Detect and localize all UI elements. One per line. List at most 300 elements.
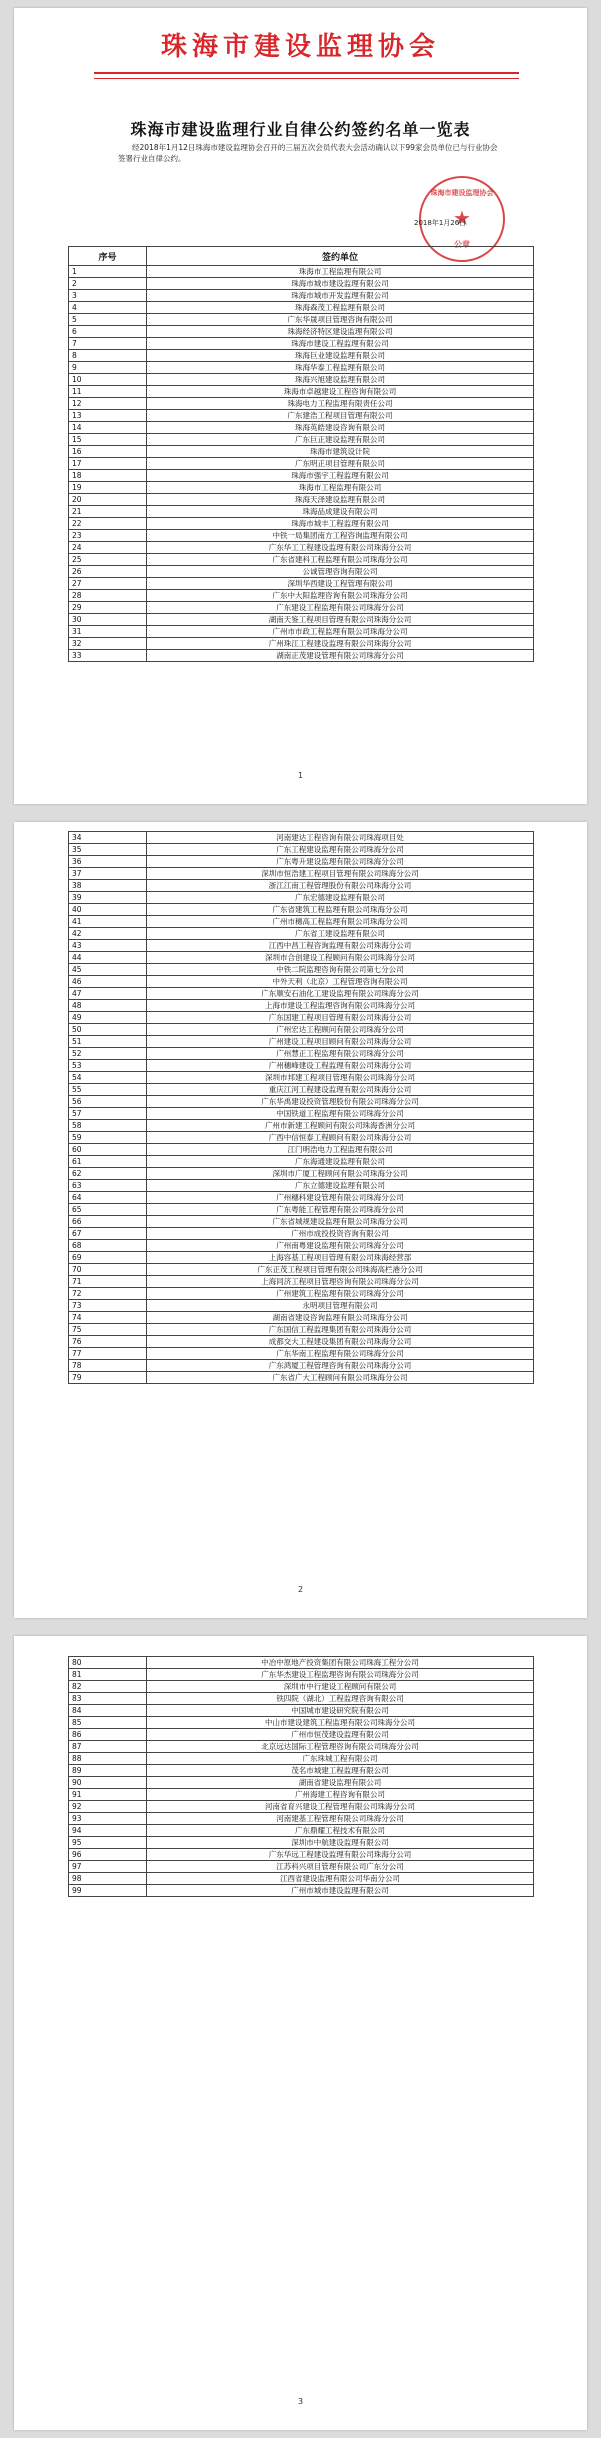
row-unit-name: 广东巨正建设监理有限公司 [147,434,534,446]
page-number: 1 [297,771,304,780]
table-row [69,506,534,518]
row-seq: 91 [69,1789,147,1801]
signatory-table [68,831,534,1384]
row-unit-name: 珠海市城丰工程监理有限公司 [147,518,534,530]
row-unit-name: 广州建设工程项目顾问有限公司珠海分公司 [147,1036,534,1048]
row-unit-name: 广州南粤建设监理有限公司珠海分公司 [147,1240,534,1252]
row-seq: 37 [69,868,147,880]
table-row [69,1348,534,1360]
row-seq: 94 [69,1825,147,1837]
row-unit-name: 珠海市城市建设监理有限公司 [147,278,534,290]
row-seq: 77 [69,1348,147,1360]
row-seq: 54 [69,1072,147,1084]
row-unit-name: 广东立德建设监理有限公司 [147,1180,534,1192]
row-seq: 14 [69,422,147,434]
table-row [69,638,534,650]
table-row [69,542,534,554]
row-unit-name: 广东华晟项目管理咨询有限公司 [147,314,534,326]
table-row [69,1669,534,1681]
table-row [69,1681,534,1693]
table-row [69,1264,534,1276]
table-row [69,1192,534,1204]
row-unit-name: 珠海英皓建设咨询有限公司 [147,422,534,434]
row-seq: 60 [69,1144,147,1156]
table-row [69,1120,534,1132]
table-row [69,856,534,868]
table-row [69,1144,534,1156]
table-row [69,302,534,314]
table-row [69,1705,534,1717]
row-unit-name: 珠海市城市开发监理有限公司 [147,290,534,302]
row-seq: 68 [69,1240,147,1252]
table-row [69,266,534,278]
row-seq: 73 [69,1300,147,1312]
row-unit-name: 湖南省建设监理有限公司 [147,1777,534,1789]
row-seq: 49 [69,1012,147,1024]
row-seq: 24 [69,542,147,554]
row-seq: 13 [69,410,147,422]
table-row [69,650,534,662]
row-seq: 11 [69,386,147,398]
table-row [69,398,534,410]
row-seq: 55 [69,1084,147,1096]
table-row [69,916,534,928]
table-row [69,1096,534,1108]
table-row [69,602,534,614]
table-row [69,1372,534,1384]
row-seq: 8 [69,350,147,362]
row-unit-name: 广东珠城工程有限公司 [147,1753,534,1765]
row-unit-name: 广州珠江工程建设监理有限公司珠海分公司 [147,638,534,650]
row-unit-name: 广东粤升建设监理有限公司珠海分公司 [147,856,534,868]
table-row [69,1777,534,1789]
row-unit-name: 成都交大工程建设集团有限公司珠海分公司 [147,1336,534,1348]
row-seq: 50 [69,1024,147,1036]
row-seq: 96 [69,1849,147,1861]
row-unit-name: 广东省建科工程监理有限公司珠海分公司 [147,554,534,566]
table-row [69,1861,534,1873]
table-row [69,578,534,590]
row-seq: 48 [69,1000,147,1012]
row-unit-name: 广东正茂工程项目管理有限公司珠海高栏港分公司 [147,1264,534,1276]
row-seq: 56 [69,1096,147,1108]
row-unit-name: 上海同济工程项目管理咨询有限公司珠海分公司 [147,1276,534,1288]
table-row [69,626,534,638]
table-row [69,338,534,350]
table-row [69,1216,534,1228]
row-unit-name: 江西中昌工程咨询监理有限公司珠海分公司 [147,940,534,952]
table-row [69,1789,534,1801]
row-seq: 39 [69,892,147,904]
row-unit-name: 珠海经济特区建设监理有限公司 [147,326,534,338]
row-unit-name: 广东鼎耀工程技术有限公司 [147,1825,534,1837]
row-unit-name: 深圳市合创建设工程顾问有限公司珠海分公司 [147,952,534,964]
row-seq: 75 [69,1324,147,1336]
row-seq: 82 [69,1681,147,1693]
table-row [69,314,534,326]
row-seq: 33 [69,650,147,662]
row-seq: 46 [69,976,147,988]
table-row [69,940,534,952]
row-seq: 58 [69,1120,147,1132]
row-unit-name: 广州市城市建设监理有限公司 [147,1885,534,1897]
row-seq: 62 [69,1168,147,1180]
row-unit-name: 深圳市恒浩建工程项目管理有限公司珠海分公司 [147,868,534,880]
table-row [69,952,534,964]
row-unit-name: 公诚管理咨询有限公司 [147,566,534,578]
table-row [69,530,534,542]
table-row [69,1228,534,1240]
table-row [69,964,534,976]
table-row [69,350,534,362]
row-seq: 81 [69,1669,147,1681]
row-seq: 22 [69,518,147,530]
row-unit-name: 广东顺安石油化工建设监理有限公司珠海分公司 [147,988,534,1000]
row-seq: 5 [69,314,147,326]
row-seq: 32 [69,638,147,650]
table-row [69,832,534,844]
row-seq: 38 [69,880,147,892]
row-unit-name: 广州穗科建设管理有限公司珠海分公司 [147,1192,534,1204]
row-unit-name: 深圳市广厦工程顾问有限公司珠海分公司 [147,1168,534,1180]
row-seq: 47 [69,988,147,1000]
row-unit-name: 深圳市邦建工程项目管理有限公司珠海分公司 [147,1072,534,1084]
row-unit-name: 珠海巨业建设监理有限公司 [147,350,534,362]
row-seq: 17 [69,458,147,470]
table-row [69,892,534,904]
row-unit-name: 广东粤能工程管理有限公司珠海分公司 [147,1204,534,1216]
table-row [69,458,534,470]
row-unit-name: 中国铁道工程监理有限公司珠海分公司 [147,1108,534,1120]
seal-bottom-text: 公章 [454,240,470,249]
table-row [69,554,534,566]
row-seq: 93 [69,1813,147,1825]
row-seq: 42 [69,928,147,940]
row-unit-name: 广东鸿厦工程管理咨询有限公司珠海分公司 [147,1360,534,1372]
row-seq: 7 [69,338,147,350]
header-seq: 序号 [69,247,147,266]
row-unit-name: 江西省建设监理有限公司华南分公司 [147,1873,534,1885]
row-unit-name: 广东中大阳监理咨询有限公司珠海分公司 [147,590,534,602]
table-row [69,1873,534,1885]
table-row [69,1072,534,1084]
row-seq: 69 [69,1252,147,1264]
row-seq: 6 [69,326,147,338]
table-row [69,1825,534,1837]
row-unit-name: 铁四院（湖北）工程监理咨询有限公司 [147,1693,534,1705]
table-row [69,470,534,482]
table-row [69,410,534,422]
row-seq: 43 [69,940,147,952]
row-seq: 70 [69,1264,147,1276]
row-unit-name: 广东国建工程项目管理有限公司珠海分公司 [147,1012,534,1024]
table-row [69,326,534,338]
row-seq: 25 [69,554,147,566]
row-seq: 3 [69,290,147,302]
table-row [69,362,534,374]
row-seq: 20 [69,494,147,506]
row-unit-name: 珠海市工程监理有限公司 [147,266,534,278]
row-seq: 97 [69,1861,147,1873]
document-page-2 [14,822,587,1618]
row-seq: 88 [69,1753,147,1765]
row-unit-name: 深圳市中行建设工程顾问有限公司 [147,1681,534,1693]
row-unit-name: 中铁二院监理咨询有限公司第七分公司 [147,964,534,976]
row-unit-name: 广州市成投投资咨询有限公司 [147,1228,534,1240]
row-unit-name: 浙江江南工程管理股份有限公司珠海分公司 [147,880,534,892]
row-unit-name: 广东省城规建设监理有限公司珠海分公司 [147,1216,534,1228]
table-row [69,1132,534,1144]
row-unit-name: 永明项目管理有限公司 [147,1300,534,1312]
row-seq: 57 [69,1108,147,1120]
row-seq: 74 [69,1312,147,1324]
row-seq: 16 [69,446,147,458]
table-row [69,1204,534,1216]
table-row [69,844,534,856]
table-row [69,1156,534,1168]
document-title: 珠海市建设监理行业自律公约签约名单一览表 [130,120,471,139]
row-seq: 53 [69,1060,147,1072]
seal-name: 珠海市建设监理协会 [430,189,494,197]
red-divider-top [94,72,519,74]
row-unit-name: 河南建基工程管理有限公司珠海分公司 [147,1813,534,1825]
table-row [69,1288,534,1300]
table-row [69,1741,534,1753]
intro-paragraph: 经2018年1月12日珠海市建设监理协会召开的三届五次会员代表大会活动确认以下99家会员单位已与行业协会签署行业自律公约。 [118,143,498,163]
row-seq: 63 [69,1180,147,1192]
table-row [69,1693,534,1705]
row-unit-name: 广州宏达工程顾问有限公司珠海分公司 [147,1024,534,1036]
table-body [69,266,534,662]
row-unit-name: 广州市新建工程顾问有限公司珠海香洲分公司 [147,1120,534,1132]
table-row [69,482,534,494]
row-seq: 72 [69,1288,147,1300]
row-seq: 66 [69,1216,147,1228]
row-seq: 29 [69,602,147,614]
row-unit-name: 广州市市政工程监理有限公司珠海分公司 [147,626,534,638]
row-unit-name: 珠海市建设工程监理有限公司 [147,338,534,350]
row-unit-name: 上海市建设工程监理咨询有限公司珠海分公司 [147,1000,534,1012]
table-row [69,518,534,530]
signatory-table [68,246,534,662]
row-unit-name: 江苏科兴项目管理有限公司广东分公司 [147,1861,534,1873]
table-row [69,1837,534,1849]
row-unit-name: 广东华杰建设工程监理咨询有限公司珠海分公司 [147,1669,534,1681]
row-seq: 95 [69,1837,147,1849]
row-unit-name: 广东华禹建设投资管理股份有限公司珠海分公司 [147,1096,534,1108]
table-row [69,422,534,434]
seal-star-icon: ★ [453,206,471,230]
table-row [69,1036,534,1048]
document-page-3 [14,1636,587,2430]
row-seq: 19 [69,482,147,494]
row-seq: 51 [69,1036,147,1048]
page-number: 3 [297,2397,304,2406]
row-seq: 27 [69,578,147,590]
table-row [69,1324,534,1336]
row-seq: 98 [69,1873,147,1885]
row-unit-name: 中外天利（北京）工程管理咨询有限公司 [147,976,534,988]
row-unit-name: 湖南省建设咨询监理有限公司珠海分公司 [147,1312,534,1324]
table-row [69,590,534,602]
row-unit-name: 广东省广大工程顾问有限公司珠海分公司 [147,1372,534,1384]
table-row [69,1717,534,1729]
row-unit-name: 广东明正项目管理有限公司 [147,458,534,470]
row-unit-name: 中铁一局集团南方工程咨询监理有限公司 [147,530,534,542]
table-row [69,1765,534,1777]
table-row [69,1048,534,1060]
table-row [69,1729,534,1741]
table-body [69,832,534,1384]
table-body [69,1657,534,1897]
table-row [69,1801,534,1813]
header-unit: 签约单位 [147,247,534,266]
table-row [69,1240,534,1252]
table-row [69,1813,534,1825]
row-seq: 10 [69,374,147,386]
table-row [69,278,534,290]
row-unit-name: 珠海市卓越建设工程咨询有限公司 [147,386,534,398]
row-seq: 67 [69,1228,147,1240]
row-unit-name: 广东国信工程监理集团有限公司珠海分公司 [147,1324,534,1336]
row-seq: 79 [69,1372,147,1384]
table-row [69,1084,534,1096]
row-unit-name: 茂名市城建工程监理有限公司 [147,1765,534,1777]
red-divider-bottom [94,78,519,79]
table-row [69,928,534,940]
row-seq: 36 [69,856,147,868]
table-row [69,1168,534,1180]
row-seq: 64 [69,1192,147,1204]
row-seq: 83 [69,1693,147,1705]
table-row [69,434,534,446]
row-unit-name: 珠海市强宇工程监理有限公司 [147,470,534,482]
row-seq: 35 [69,844,147,856]
row-seq: 28 [69,590,147,602]
table-row [69,1849,534,1861]
row-unit-name: 广州市恒茂建设监理有限公司 [147,1729,534,1741]
row-seq: 18 [69,470,147,482]
table-row [69,1180,534,1192]
row-seq: 65 [69,1204,147,1216]
table-row [69,1060,534,1072]
row-unit-name: 深圳市中航建设监理有限公司 [147,1837,534,1849]
row-unit-name: 上海容基工程项目管理有限公司珠海经营部 [147,1252,534,1264]
table-row [69,988,534,1000]
row-seq: 71 [69,1276,147,1288]
row-seq: 89 [69,1765,147,1777]
row-unit-name: 广东华南工程监理有限公司珠海分公司 [147,1348,534,1360]
table-row [69,1753,534,1765]
table-row [69,386,534,398]
row-unit-name: 湖南正茂建设管理有限公司珠海分公司 [147,650,534,662]
row-seq: 45 [69,964,147,976]
row-unit-name: 珠海华泰工程监理有限公司 [147,362,534,374]
table-row [69,1312,534,1324]
row-seq: 4 [69,302,147,314]
row-seq: 15 [69,434,147,446]
row-unit-name: 广州穗峰建设工程监理有限公司珠海分公司 [147,1060,534,1072]
row-unit-name: 广东华远工程建设监理有限公司珠海分公司 [147,1849,534,1861]
row-unit-name: 广东省工建设监理有限公司 [147,928,534,940]
table-row [69,1012,534,1024]
row-unit-name: 江门明浩电力工程监理有限公司 [147,1144,534,1156]
row-seq: 34 [69,832,147,844]
table-row [69,1885,534,1897]
row-seq: 76 [69,1336,147,1348]
row-unit-name: 重庆江河工程建设监理有限公司珠海分公司 [147,1084,534,1096]
table-row [69,494,534,506]
row-unit-name: 珠海品成建设有限公司 [147,506,534,518]
row-unit-name: 北京远达国际工程管理咨询有限公司珠海分公司 [147,1741,534,1753]
row-seq: 99 [69,1885,147,1897]
row-seq: 21 [69,506,147,518]
row-unit-name: 广西中信恒泰工程顾问有限公司珠海分公司 [147,1132,534,1144]
row-seq: 59 [69,1132,147,1144]
row-unit-name: 广东海通建设监理有限公司 [147,1156,534,1168]
row-unit-name: 中冶中原地产投资集团有限公司珠海工程分公司 [147,1657,534,1669]
row-seq: 78 [69,1360,147,1372]
table-row [69,1276,534,1288]
row-seq: 84 [69,1705,147,1717]
row-seq: 61 [69,1156,147,1168]
row-unit-name: 河南建达工程咨询有限公司珠海项目处 [147,832,534,844]
row-unit-name: 珠海市工程监理有限公司 [147,482,534,494]
table-row [69,1252,534,1264]
table-row [69,1108,534,1120]
row-seq: 87 [69,1741,147,1753]
row-seq: 92 [69,1801,147,1813]
row-unit-name: 珠海森茂工程监理有限公司 [147,302,534,314]
table-row [69,1360,534,1372]
row-unit-name: 广东华工工程建设监理有限公司珠海分公司 [147,542,534,554]
row-unit-name: 广州建筑工程监理有限公司珠海分公司 [147,1288,534,1300]
row-seq: 9 [69,362,147,374]
row-unit-name: 广东建浩工程项目管理有限公司 [147,410,534,422]
table-row [69,1000,534,1012]
document-date: 2018年1月26日 [414,219,467,227]
row-unit-name: 珠海电力工程监理有限责任公司 [147,398,534,410]
row-seq: 12 [69,398,147,410]
row-seq: 31 [69,626,147,638]
row-seq: 52 [69,1048,147,1060]
page-number: 2 [297,1585,304,1594]
row-unit-name: 河南省育兴建设工程管理有限公司珠海分公司 [147,1801,534,1813]
table-header-row [69,247,534,266]
row-seq: 90 [69,1777,147,1789]
table-row [69,614,534,626]
row-seq: 86 [69,1729,147,1741]
row-seq: 1 [69,266,147,278]
organization-title: 珠海市建设监理协会 [160,32,440,62]
table-row [69,290,534,302]
table-row [69,868,534,880]
row-seq: 85 [69,1717,147,1729]
row-unit-name: 广东工程建设监理有限公司珠海分公司 [147,844,534,856]
document-page-1 [14,8,587,804]
row-seq: 26 [69,566,147,578]
signatory-table [68,1656,534,1897]
row-unit-name: 广东省建筑工程监理有限公司珠海分公司 [147,904,534,916]
table-row [69,1300,534,1312]
table-row [69,1336,534,1348]
table-row [69,1024,534,1036]
row-seq: 30 [69,614,147,626]
table-row [69,566,534,578]
row-unit-name: 珠海市建筑设计院 [147,446,534,458]
row-seq: 41 [69,916,147,928]
row-unit-name: 广东建设工程监理有限公司珠海分公司 [147,602,534,614]
